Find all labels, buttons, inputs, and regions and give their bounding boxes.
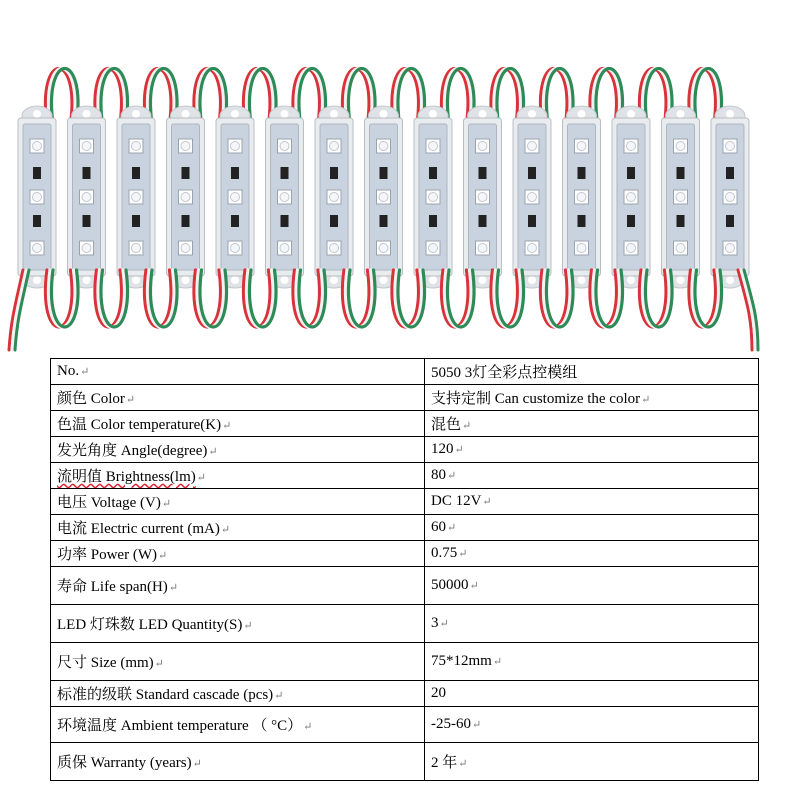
led-module (464, 106, 502, 288)
table-row (51, 541, 759, 567)
table-row (51, 359, 759, 385)
row-value: 60↵ (425, 515, 759, 541)
row-value: -25-60↵ (425, 707, 759, 743)
led-module (68, 106, 106, 288)
row-label: 流明值 Brightness(lm)↵ (51, 463, 425, 489)
led-module (513, 106, 551, 288)
row-value: 2 年↵ (425, 743, 759, 781)
table-row (51, 411, 759, 437)
led-module (612, 106, 650, 288)
table-row (51, 385, 759, 411)
row-label: 发光角度 Angle(degree)↵ (51, 437, 425, 463)
led-module (167, 106, 205, 288)
table-row (51, 515, 759, 541)
row-label: 电流 Electric current (mA)↵ (51, 515, 425, 541)
row-label: 电压 Voltage (V)↵ (51, 489, 425, 515)
row-label: No.↵ (51, 359, 425, 385)
row-value: 混色↵ (425, 411, 759, 437)
led-module (315, 106, 353, 288)
table-row (51, 567, 759, 605)
row-value: DC 12V↵ (425, 489, 759, 515)
led-module-strip-photo (0, 0, 800, 352)
led-module (365, 106, 403, 288)
led-module (563, 106, 601, 288)
row-value: 20 (425, 681, 759, 707)
row-value: 0.75↵ (425, 541, 759, 567)
row-label: 尺寸 Size (mm)↵ (51, 643, 425, 681)
row-value: 支持定制 Can customize the color↵ (425, 385, 759, 411)
table-row (51, 707, 759, 743)
led-module (266, 106, 304, 288)
row-label: 标准的级联 Standard cascade (pcs)↵ (51, 681, 425, 707)
led-module (414, 106, 452, 288)
row-value: 120↵ (425, 437, 759, 463)
row-label: 功率 Power (W)↵ (51, 541, 425, 567)
row-label: 质保 Warranty (years)↵ (51, 743, 425, 781)
led-module (18, 106, 56, 288)
table-row (51, 605, 759, 643)
led-module (662, 106, 700, 288)
table-row (51, 681, 759, 707)
table-row (51, 489, 759, 515)
row-value: 50000↵ (425, 567, 759, 605)
row-value: 75*12mm↵ (425, 643, 759, 681)
row-label: 环境温度 Ambient temperature （ °C）↵ (51, 707, 425, 743)
table-row (51, 437, 759, 463)
row-value: 80↵ (425, 463, 759, 489)
row-label: LED 灯珠数 LED Quantity(S)↵ (51, 605, 425, 643)
row-label: 寿命 Life span(H)↵ (51, 567, 425, 605)
led-module (216, 106, 254, 288)
table-row (51, 643, 759, 681)
table-row (51, 463, 759, 489)
led-module (711, 106, 749, 288)
row-label: 色温 Color temperature(K)↵ (51, 411, 425, 437)
spec-table (50, 358, 759, 781)
table-row (51, 743, 759, 781)
row-label: 颜色 Color↵ (51, 385, 425, 411)
row-value: 3↵ (425, 605, 759, 643)
led-module (117, 106, 155, 288)
row-value: 5050 3灯全彩点控模组 (425, 359, 759, 385)
